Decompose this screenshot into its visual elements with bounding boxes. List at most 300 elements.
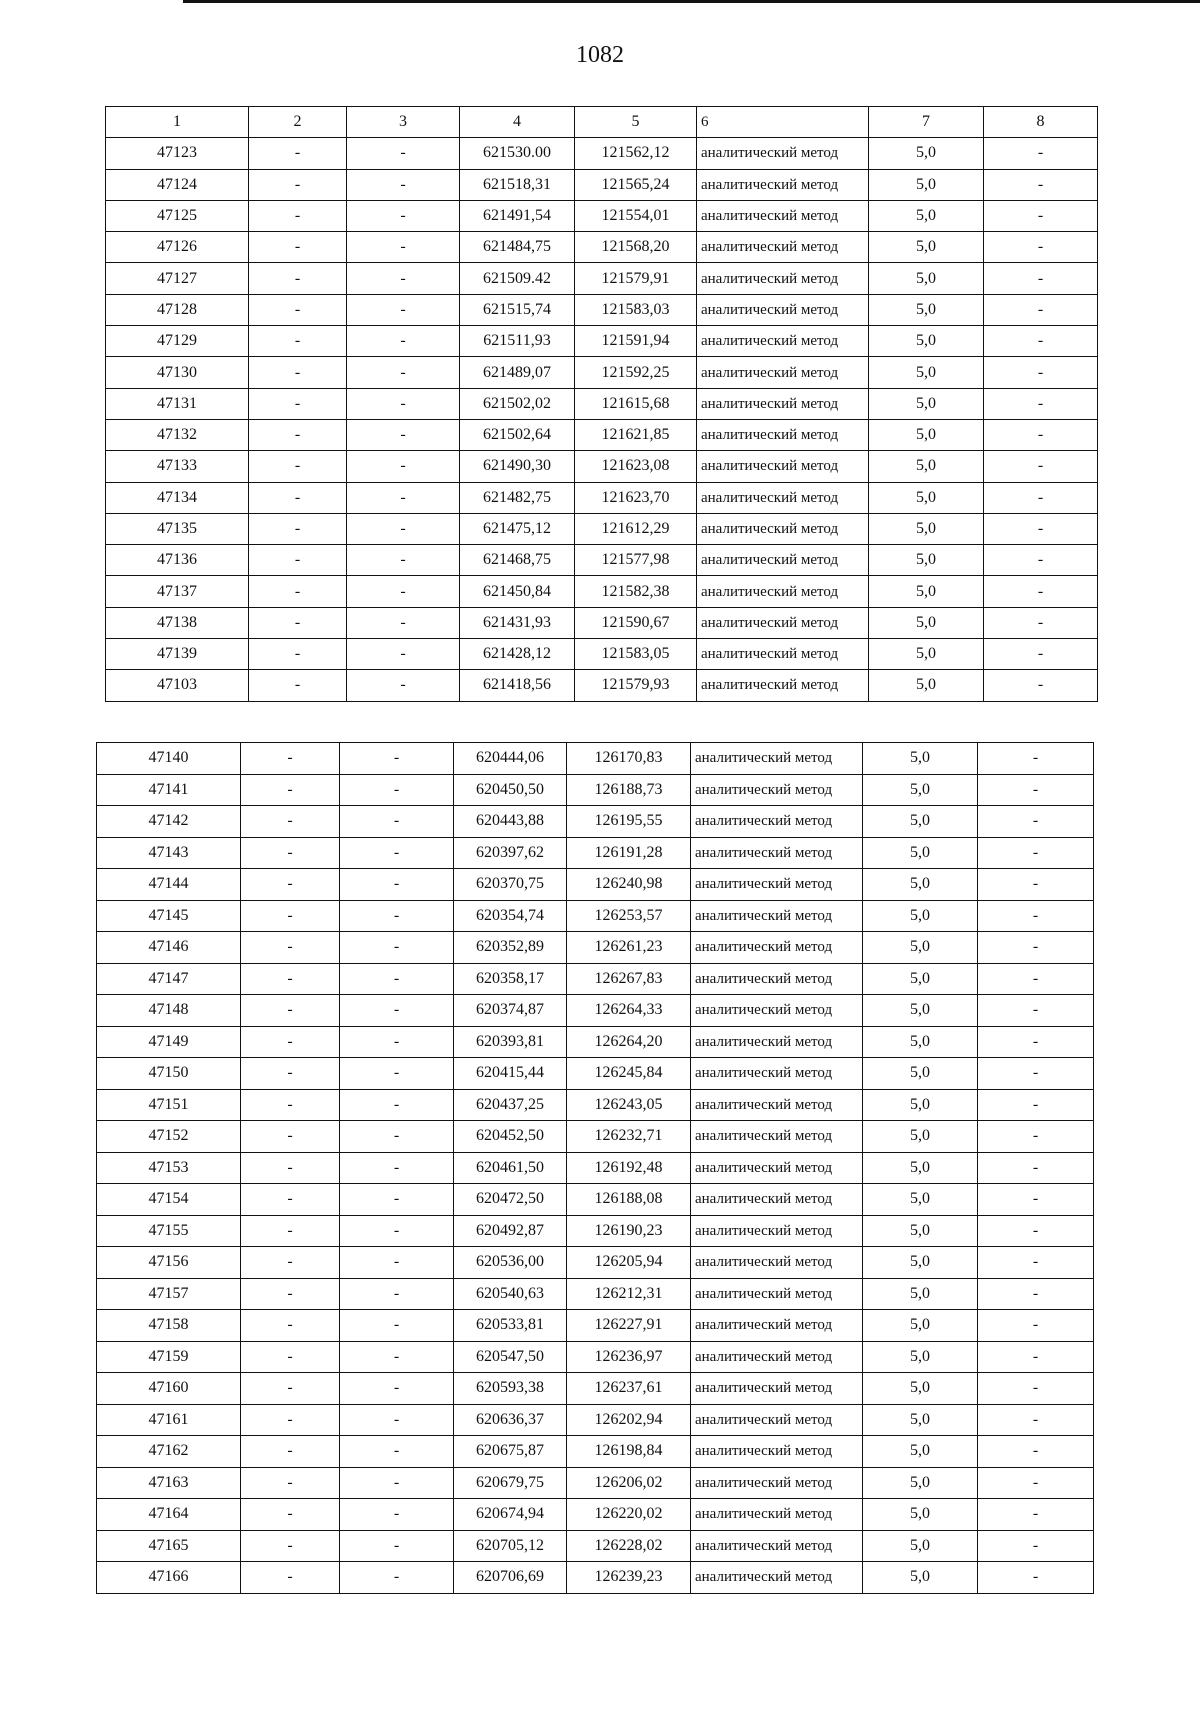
table-cell-col-3: - — [347, 451, 460, 482]
table-row — [106, 263, 1098, 294]
table-cell-col-4: 620370,75 — [454, 869, 567, 901]
table-row — [106, 200, 1098, 231]
table-cell-col-6: аналитический метод — [697, 451, 869, 482]
table-cell-col-8: 8 — [984, 107, 1098, 138]
table-cell-col-1: 47152 — [97, 1121, 241, 1153]
table-cell-col-4: 621450,84 — [460, 576, 575, 607]
table-cell-col-3: - — [340, 1499, 454, 1531]
table-cell-col-1: 47151 — [97, 1089, 241, 1121]
table-cell-col-3: - — [347, 388, 460, 419]
table-cell-col-4: 620705,12 — [454, 1530, 567, 1562]
table-cell-col-6: аналитический метод — [697, 545, 869, 576]
table-cell-col-1: 47157 — [97, 1278, 241, 1310]
table-cell-col-4: 621515,74 — [460, 294, 575, 325]
table-cell-col-8: - — [984, 169, 1098, 200]
table-cell-col-4: 621502,64 — [460, 419, 575, 450]
table-row — [97, 1121, 1094, 1153]
table-cell-col-4: 621491,54 — [460, 200, 575, 231]
table-cell-col-2: - — [249, 294, 347, 325]
table-cell-col-8: - — [978, 1467, 1094, 1499]
table-cell-col-4: 620540,63 — [454, 1278, 567, 1310]
table-cell-col-7: 5,0 — [869, 357, 984, 388]
table-cell-col-1: 47166 — [97, 1562, 241, 1594]
table-cell-col-7: 5,0 — [863, 995, 978, 1027]
table-cell-col-5: 121621,85 — [575, 419, 697, 450]
table-cell-col-3: - — [347, 263, 460, 294]
table-cell-col-8: - — [978, 932, 1094, 964]
table-cell-col-4: 621518,31 — [460, 169, 575, 200]
table-cell-col-3: - — [340, 1373, 454, 1405]
table-cell-col-5: 126198,84 — [567, 1436, 691, 1468]
table-cell-col-7: 5,0 — [869, 545, 984, 576]
table-cell-col-7: 5,0 — [863, 1058, 978, 1090]
table-cell-col-8: - — [978, 1530, 1094, 1562]
table-cell-col-6: аналитический метод — [691, 995, 863, 1027]
table-cell-col-3: - — [340, 1026, 454, 1058]
table-cell-col-1: 47126 — [106, 232, 249, 263]
table-row — [106, 576, 1098, 607]
table-cell-col-4: 621489,07 — [460, 357, 575, 388]
table-cell-col-7: 5,0 — [863, 869, 978, 901]
table-row — [106, 326, 1098, 357]
table-cell-col-5: 121582,38 — [575, 576, 697, 607]
table-cell-col-3: - — [340, 1121, 454, 1153]
table-cell-col-6: аналитический метод — [691, 1341, 863, 1373]
table-cell-col-5: 126188,73 — [567, 774, 691, 806]
table-cell-col-3: - — [347, 545, 460, 576]
table-cell-col-4: 620675,87 — [454, 1436, 567, 1468]
table-cell-col-5: 121615,68 — [575, 388, 697, 419]
table-cell-col-2: - — [241, 1310, 340, 1342]
table-cell-col-8: - — [978, 1152, 1094, 1184]
table-cell-col-5: 126220,02 — [567, 1499, 691, 1531]
table-cell-col-3: - — [347, 357, 460, 388]
table-row — [97, 1404, 1094, 1436]
table-cell-col-3: - — [340, 743, 454, 775]
table-cell-col-8: - — [978, 1184, 1094, 1216]
table-cell-col-7: 5,0 — [863, 806, 978, 838]
table-cell-col-8: - — [978, 806, 1094, 838]
table-cell-col-7: 5,0 — [869, 263, 984, 294]
table-cell-col-7: 5,0 — [863, 1562, 978, 1594]
table-cell-col-4: 621530.00 — [460, 138, 575, 169]
table-row — [106, 138, 1098, 169]
table-cell-col-3: - — [340, 1404, 454, 1436]
table-cell-col-2: - — [241, 869, 340, 901]
table-cell-col-1: 47131 — [106, 388, 249, 419]
table-cell-col-8: - — [984, 232, 1098, 263]
table-cell-col-3: - — [347, 639, 460, 670]
table-cell-col-5: 126212,31 — [567, 1278, 691, 1310]
table-cell-col-1: 47125 — [106, 200, 249, 231]
table-cell-col-4: 620358,17 — [454, 963, 567, 995]
table-cell-col-4: 620352,89 — [454, 932, 567, 964]
table-cell-col-3: 3 — [347, 107, 460, 138]
table-cell-col-8: - — [978, 1215, 1094, 1247]
table-cell-col-4: 620533,81 — [454, 1310, 567, 1342]
table-cell-col-8: - — [978, 1121, 1094, 1153]
table-cell-col-8: - — [984, 451, 1098, 482]
table-cell-col-6: аналитический метод — [691, 1562, 863, 1594]
table-row — [97, 1058, 1094, 1090]
table-cell-col-4: 621475,12 — [460, 513, 575, 544]
table-row — [97, 1530, 1094, 1562]
table-cell-col-3: - — [347, 576, 460, 607]
table-cell-col-3: - — [347, 482, 460, 513]
table-cell-col-7: 5,0 — [863, 1121, 978, 1153]
table-cell-col-1: 47154 — [97, 1184, 241, 1216]
table-cell-col-1: 47160 — [97, 1373, 241, 1405]
table-cell-col-8: - — [978, 963, 1094, 995]
table-cell-col-3: - — [340, 932, 454, 964]
table-cell-col-1: 47149 — [97, 1026, 241, 1058]
table-cell-col-5: 126205,94 — [567, 1247, 691, 1279]
table-cell-col-8: - — [984, 513, 1098, 544]
table-cell-col-6: аналитический метод — [697, 200, 869, 231]
table-cell-col-4: 620393,81 — [454, 1026, 567, 1058]
table-cell-col-7: 5,0 — [863, 1404, 978, 1436]
table-cell-col-7: 5,0 — [863, 900, 978, 932]
table-cell-col-7: 5,0 — [863, 1278, 978, 1310]
table-cell-col-8: - — [978, 900, 1094, 932]
table-cell-col-8: - — [978, 1089, 1094, 1121]
table-cell-col-5: 121579,91 — [575, 263, 697, 294]
table-cell-col-2: - — [249, 607, 347, 638]
table-cell-col-6: аналитический метод — [691, 1530, 863, 1562]
table-row — [106, 451, 1098, 482]
table-cell-col-3: - — [347, 670, 460, 701]
table-cell-col-1: 47132 — [106, 419, 249, 450]
table-cell-col-7: 5,0 — [863, 743, 978, 775]
table-row — [106, 169, 1098, 200]
table-cell-col-8: - — [978, 1026, 1094, 1058]
table-cell-col-8: - — [978, 1341, 1094, 1373]
table-cell-col-4: 620536,00 — [454, 1247, 567, 1279]
table-cell-col-3: - — [347, 294, 460, 325]
table-cell-col-2: - — [241, 1215, 340, 1247]
table-cell-col-2: - — [249, 513, 347, 544]
table-cell-col-1: 47153 — [97, 1152, 241, 1184]
table-row — [97, 1089, 1094, 1121]
table-cell-col-5: 126245,84 — [567, 1058, 691, 1090]
table-cell-col-3: - — [347, 169, 460, 200]
table-row — [106, 482, 1098, 513]
table-cell-col-2: - — [241, 1089, 340, 1121]
table-row — [106, 294, 1098, 325]
table-cell-col-5: 126237,61 — [567, 1373, 691, 1405]
table-cell-col-2: - — [249, 482, 347, 513]
table-cell-col-7: 5,0 — [863, 774, 978, 806]
table-cell-col-5: 126264,20 — [567, 1026, 691, 1058]
table-cell-col-3: - — [340, 995, 454, 1027]
table-cell-col-8: - — [984, 326, 1098, 357]
table-row — [106, 419, 1098, 450]
table-cell-col-1: 47145 — [97, 900, 241, 932]
table-cell-col-4: 620437,25 — [454, 1089, 567, 1121]
table-cell-col-2: - — [241, 1152, 340, 1184]
table-cell-col-4: 620472,50 — [454, 1184, 567, 1216]
table-cell-col-2: - — [241, 1184, 340, 1216]
table-cell-col-2: - — [241, 837, 340, 869]
table-cell-col-7: 5,0 — [863, 1247, 978, 1279]
table-cell-col-7: 5,0 — [869, 607, 984, 638]
table-row — [97, 900, 1094, 932]
table-cell-col-6: аналитический метод — [697, 576, 869, 607]
table-cell-col-5: 121592,25 — [575, 357, 697, 388]
table-cell-col-6: аналитический метод — [691, 1310, 863, 1342]
table-header-row — [106, 107, 1098, 138]
table-cell-col-7: 5,0 — [869, 138, 984, 169]
table-cell-col-6: аналитический метод — [691, 743, 863, 775]
table-cell-col-2: - — [241, 963, 340, 995]
table-row — [97, 743, 1094, 775]
table-cell-col-8: - — [978, 1562, 1094, 1594]
table-cell-col-6: аналитический метод — [691, 1184, 863, 1216]
table-cell-col-4: 621511,93 — [460, 326, 575, 357]
table-cell-col-2: - — [241, 743, 340, 775]
table-cell-col-3: - — [340, 1247, 454, 1279]
table-cell-col-5: 121577,98 — [575, 545, 697, 576]
table-cell-col-1: 47141 — [97, 774, 241, 806]
table-cell-col-1: 47163 — [97, 1467, 241, 1499]
table-cell-col-2: - — [249, 326, 347, 357]
table-cell-col-2: - — [241, 900, 340, 932]
table-cell-col-6: аналитический метод — [691, 932, 863, 964]
table-cell-col-1: 47159 — [97, 1341, 241, 1373]
table-cell-col-5: 126253,57 — [567, 900, 691, 932]
table-cell-col-7: 5,0 — [869, 326, 984, 357]
table-cell-col-1: 47148 — [97, 995, 241, 1027]
table-cell-col-8: - — [984, 138, 1098, 169]
table-row — [97, 1278, 1094, 1310]
table-cell-col-6: аналитический метод — [697, 357, 869, 388]
table-cell-col-3: - — [340, 869, 454, 901]
table-cell-col-2: - — [241, 1278, 340, 1310]
table-cell-col-3: - — [340, 806, 454, 838]
table-row — [97, 995, 1094, 1027]
table-cell-col-1: 47144 — [97, 869, 241, 901]
table-cell-col-5: 126261,23 — [567, 932, 691, 964]
table-cell-col-1: 47162 — [97, 1436, 241, 1468]
table-cell-col-2: - — [249, 169, 347, 200]
table-cell-col-4: 620593,38 — [454, 1373, 567, 1405]
table-cell-col-5: 121565,24 — [575, 169, 697, 200]
table-cell-col-3: - — [340, 774, 454, 806]
table-cell-col-2: - — [249, 670, 347, 701]
table-cell-col-8: - — [984, 200, 1098, 231]
table-cell-col-3: - — [347, 513, 460, 544]
table-cell-col-1: 47129 — [106, 326, 249, 357]
table-cell-col-6: аналитический метод — [691, 837, 863, 869]
table-cell-col-7: 5,0 — [863, 1026, 978, 1058]
table-cell-col-7: 5,0 — [869, 169, 984, 200]
table-cell-col-6: аналитический метод — [691, 1373, 863, 1405]
table-cell-col-7: 5,0 — [869, 513, 984, 544]
table-cell-col-2: - — [249, 545, 347, 576]
table-cell-col-8: - — [978, 1436, 1094, 1468]
table-cell-col-7: 5,0 — [869, 639, 984, 670]
table-cell-col-8: - — [984, 670, 1098, 701]
page-number: 1082 — [576, 42, 624, 68]
table-cell-col-7: 5,0 — [863, 1310, 978, 1342]
table-cell-col-7: 5,0 — [863, 932, 978, 964]
table-cell-col-4: 620450,50 — [454, 774, 567, 806]
table-cell-col-1: 47142 — [97, 806, 241, 838]
table-cell-col-5: 126228,02 — [567, 1530, 691, 1562]
table-cell-col-8: - — [984, 607, 1098, 638]
table-cell-col-6: аналитический метод — [697, 513, 869, 544]
table-cell-col-8: - — [978, 774, 1094, 806]
table-cell-col-7: 5,0 — [869, 200, 984, 231]
table-cell-col-6: аналитический метод — [691, 869, 863, 901]
table-cell-col-3: - — [340, 837, 454, 869]
table-row — [106, 639, 1098, 670]
table-cell-col-1: 47165 — [97, 1530, 241, 1562]
table-cell-col-6: аналитический метод — [697, 326, 869, 357]
table-cell-col-3: - — [340, 1152, 454, 1184]
table-cell-col-2: - — [241, 1121, 340, 1153]
table-cell-col-6: аналитический метод — [697, 419, 869, 450]
table-cell-col-6: аналитический метод — [691, 900, 863, 932]
table-cell-col-2: - — [249, 232, 347, 263]
table-cell-col-7: 5,0 — [869, 451, 984, 482]
table-cell-col-2: - — [241, 995, 340, 1027]
table-cell-col-8: - — [978, 1247, 1094, 1279]
table-row — [97, 1562, 1094, 1594]
table-cell-col-4: 620674,94 — [454, 1499, 567, 1531]
table-cell-col-6: аналитический метод — [691, 1467, 863, 1499]
table-cell-col-7: 5,0 — [869, 670, 984, 701]
table-cell-col-2: - — [241, 1467, 340, 1499]
table-cell-col-6: аналитический метод — [697, 169, 869, 200]
table-cell-col-6: аналитический метод — [691, 1089, 863, 1121]
table-cell-col-1: 47161 — [97, 1404, 241, 1436]
table-cell-col-5: 126239,23 — [567, 1562, 691, 1594]
table-cell-col-2: - — [241, 1499, 340, 1531]
table-cell-col-7: 7 — [869, 107, 984, 138]
top-border-line — [183, 0, 1200, 3]
table-cell-col-3: - — [340, 1278, 454, 1310]
table-cell-col-3: - — [340, 1184, 454, 1216]
table-cell-col-3: - — [347, 326, 460, 357]
table-cell-col-4: 620452,50 — [454, 1121, 567, 1153]
table-cell-col-6: аналитический метод — [691, 1404, 863, 1436]
table-cell-col-1: 47143 — [97, 837, 241, 869]
table-cell-col-5: 121591,94 — [575, 326, 697, 357]
table-cell-col-7: 5,0 — [863, 1089, 978, 1121]
table-cell-col-8: - — [978, 743, 1094, 775]
table-cell-col-1: 47128 — [106, 294, 249, 325]
coordinates-table-2 — [96, 742, 1094, 1594]
table-cell-col-8: - — [984, 294, 1098, 325]
coordinates-table-1 — [105, 106, 1098, 702]
table-cell-col-8: - — [984, 576, 1098, 607]
table-cell-col-7: 5,0 — [863, 1373, 978, 1405]
table-cell-col-1: 47155 — [97, 1215, 241, 1247]
table-row — [97, 869, 1094, 901]
table-cell-col-4: 621509.42 — [460, 263, 575, 294]
table-cell-col-2: - — [241, 1436, 340, 1468]
table-cell-col-1: 47133 — [106, 451, 249, 482]
table-cell-col-3: - — [347, 607, 460, 638]
table-cell-col-5: 126240,98 — [567, 869, 691, 901]
table-row — [97, 837, 1094, 869]
table-cell-col-4: 621490,30 — [460, 451, 575, 482]
table-cell-col-6: аналитический метод — [697, 138, 869, 169]
table-cell-col-1: 47139 — [106, 639, 249, 670]
table-cell-col-1: 47135 — [106, 513, 249, 544]
table-cell-col-3: - — [340, 1310, 454, 1342]
table-cell-col-5: 126206,02 — [567, 1467, 691, 1499]
table-row — [97, 1247, 1094, 1279]
table-cell-col-6: аналитический метод — [697, 670, 869, 701]
table-cell-col-2: - — [249, 451, 347, 482]
table-cell-col-5: 126202,94 — [567, 1404, 691, 1436]
table-cell-col-6: аналитический метод — [691, 1436, 863, 1468]
table-row — [97, 774, 1094, 806]
table-cell-col-5: 121583,05 — [575, 639, 697, 670]
table-cell-col-7: 5,0 — [863, 1467, 978, 1499]
table-cell-col-4: 621418,56 — [460, 670, 575, 701]
table-cell-col-1: 47138 — [106, 607, 249, 638]
table-cell-col-5: 126191,28 — [567, 837, 691, 869]
table-cell-col-4: 620397,62 — [454, 837, 567, 869]
table-row — [97, 1310, 1094, 1342]
table-cell-col-1: 47127 — [106, 263, 249, 294]
table-cell-col-5: 121568,20 — [575, 232, 697, 263]
table-cell-col-5: 121612,29 — [575, 513, 697, 544]
table-cell-col-4: 620492,87 — [454, 1215, 567, 1247]
table-cell-col-1: 47124 — [106, 169, 249, 200]
table-cell-col-5: 5 — [575, 107, 697, 138]
table-cell-col-4: 620415,44 — [454, 1058, 567, 1090]
table-cell-col-5: 126195,55 — [567, 806, 691, 838]
table-row — [106, 670, 1098, 701]
table-cell-col-2: - — [241, 1530, 340, 1562]
table-row — [97, 1341, 1094, 1373]
table-cell-col-2: - — [241, 1026, 340, 1058]
table-cell-col-1: 47140 — [97, 743, 241, 775]
table-cell-col-1: 47158 — [97, 1310, 241, 1342]
table-cell-col-7: 5,0 — [863, 1499, 978, 1531]
table-cell-col-3: - — [340, 1058, 454, 1090]
table-cell-col-1: 47137 — [106, 576, 249, 607]
table-cell-col-3: - — [347, 200, 460, 231]
table-row — [106, 388, 1098, 419]
table-cell-col-1: 47136 — [106, 545, 249, 576]
table-cell-col-5: 126190,23 — [567, 1215, 691, 1247]
table-cell-col-8: - — [978, 995, 1094, 1027]
table-cell-col-8: - — [984, 482, 1098, 513]
table-cell-col-3: - — [340, 1467, 454, 1499]
table-cell-col-6: аналитический метод — [691, 1026, 863, 1058]
table-cell-col-8: - — [984, 545, 1098, 576]
table-row — [97, 932, 1094, 964]
table-cell-col-1: 1 — [106, 107, 249, 138]
table-cell-col-1: 47146 — [97, 932, 241, 964]
table-cell-col-2: - — [249, 576, 347, 607]
table-cell-col-7: 5,0 — [863, 1152, 978, 1184]
table-cell-col-1: 47147 — [97, 963, 241, 995]
table-cell-col-5: 121623,70 — [575, 482, 697, 513]
table-cell-col-8: - — [978, 1373, 1094, 1405]
table-cell-col-7: 5,0 — [863, 963, 978, 995]
table-cell-col-3: - — [340, 1215, 454, 1247]
table-cell-col-8: - — [978, 837, 1094, 869]
table-cell-col-8: - — [978, 1058, 1094, 1090]
table-cell-col-4: 620547,50 — [454, 1341, 567, 1373]
table-cell-col-4: 621428,12 — [460, 639, 575, 670]
